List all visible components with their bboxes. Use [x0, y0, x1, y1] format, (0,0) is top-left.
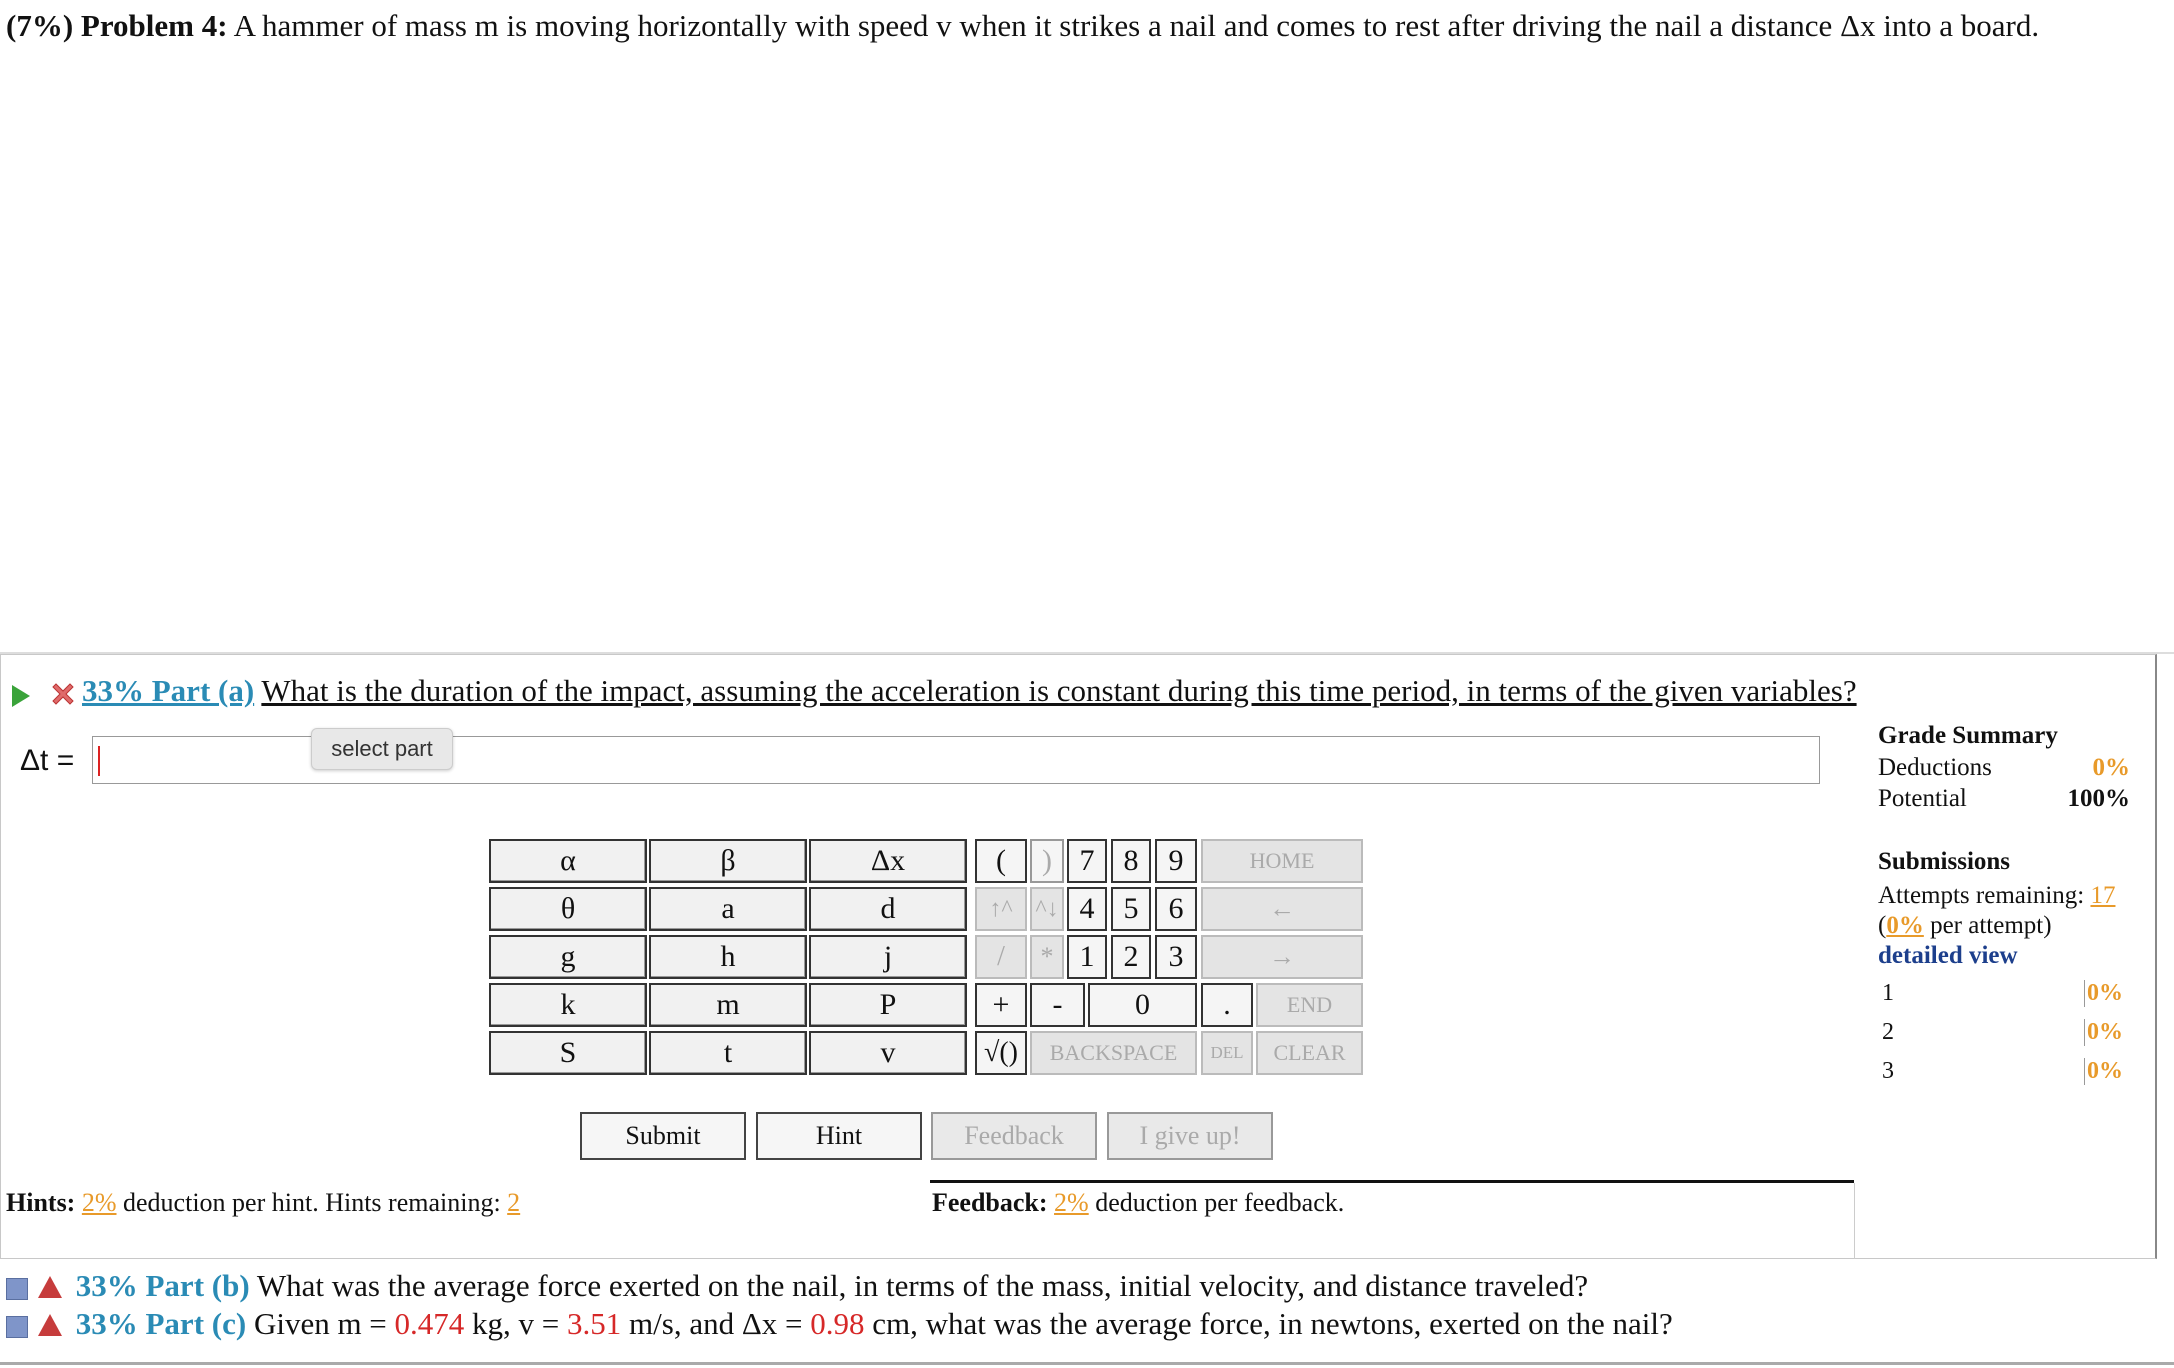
hints-label: Hints: — [6, 1188, 76, 1217]
attempt-number: 1 — [1882, 980, 1894, 1006]
key-variable[interactable]: β — [649, 839, 807, 883]
part-a-header[interactable] — [82, 673, 1857, 709]
key-0[interactable]: 0 — [1088, 983, 1197, 1027]
select-part-tooltip: select part — [311, 728, 453, 770]
per-attempt-text: per attempt) — [1930, 912, 2052, 939]
divider — [0, 1362, 2174, 1365]
part-b-percent[interactable]: 33% Part (b) — [75, 1268, 250, 1303]
key-variable[interactable]: a — [649, 887, 807, 931]
expand-icon[interactable] — [6, 1316, 28, 1338]
warning-icon — [38, 1314, 62, 1336]
text-caret — [98, 746, 100, 776]
part-c-percent[interactable]: 33% Part (c) — [75, 1306, 247, 1341]
problem-weight: (7%) — [6, 8, 74, 43]
per-attempt-row — [1878, 911, 2115, 941]
key-sqrt[interactable]: √() — [975, 1031, 1027, 1075]
feedback-deduction: 2% — [1054, 1188, 1089, 1217]
key-variable[interactable]: m — [649, 983, 807, 1027]
feedback-divider — [930, 1180, 1854, 1183]
submissions-title: Submissions — [1878, 848, 2011, 875]
key-variable[interactable]: v — [809, 1031, 967, 1075]
grade-summary-title: Grade Summary — [1878, 722, 2058, 749]
key-6[interactable]: 6 — [1155, 887, 1197, 931]
key-del[interactable]: DEL — [1201, 1031, 1253, 1075]
warning-icon — [38, 1276, 62, 1298]
key-4[interactable]: 4 — [1067, 887, 1107, 931]
key-minus[interactable]: - — [1030, 983, 1085, 1027]
distance-value: 0.98 — [810, 1306, 865, 1341]
key-home[interactable]: HOME — [1201, 839, 1363, 883]
answer-label: Δt = — [20, 744, 75, 777]
problem-statement — [6, 8, 2039, 44]
key-variable[interactable]: Δx — [809, 839, 967, 883]
key-9[interactable]: 9 — [1155, 839, 1197, 883]
attempts-label: Attempts remaining: — [1878, 882, 2085, 909]
potential-label: Potential — [1878, 785, 1967, 812]
feedback-info — [932, 1188, 1344, 1218]
key-variable[interactable]: d — [809, 887, 967, 931]
key-close-paren[interactable]: ) — [1030, 839, 1064, 883]
key-down-arrow[interactable]: ^↓ — [1030, 887, 1064, 931]
key-clear[interactable]: CLEAR — [1256, 1031, 1363, 1075]
key-variable[interactable]: P — [809, 983, 967, 1027]
key-8[interactable]: 8 — [1111, 839, 1151, 883]
part-a-question: What is the duration of the impact, assuming the acceleration is constant during this time period, in terms of the given variables? — [261, 673, 1857, 708]
hints-info — [6, 1188, 520, 1218]
part-c-text-2: kg, v = — [472, 1306, 560, 1341]
submit-button[interactable]: Submit — [580, 1112, 746, 1160]
part-a-percent[interactable]: 33% Part (a) — [82, 673, 255, 708]
hint-button[interactable]: Hint — [756, 1112, 922, 1160]
hints-text: deduction per hint. Hints remaining: — [123, 1188, 501, 1217]
key-variable[interactable]: k — [489, 983, 647, 1027]
mass-value: 0.474 — [394, 1306, 465, 1341]
key-variable[interactable]: S — [489, 1031, 647, 1075]
part-c-text-3: m/s, and Δx = — [629, 1306, 803, 1341]
key-variable[interactable]: g — [489, 935, 647, 979]
attempts-value: 17 — [2090, 882, 2116, 909]
velocity-value: 3.51 — [567, 1306, 622, 1341]
submissions-info — [1878, 881, 2115, 971]
key-plus[interactable]: + — [975, 983, 1027, 1027]
key-divide[interactable]: / — [975, 935, 1027, 979]
key-left-arrow[interactable]: ← — [1201, 887, 1363, 931]
deductions-row — [1878, 752, 2130, 783]
key-decimal[interactable]: . — [1201, 983, 1253, 1027]
feedback-text: deduction per feedback. — [1095, 1188, 1345, 1217]
part-b-question: What was the average force exerted on the nail, in terms of the mass, initial velocity, and distance traveled? — [256, 1268, 1589, 1303]
problem-text: A hammer of mass m is moving horizontally with speed v when it strikes a nail and comes to rest after driving the nail a distance Δx into a board. — [233, 8, 2040, 43]
feedback-label: Feedback: — [932, 1188, 1048, 1217]
attempt-percent: 0% — [2084, 980, 2123, 1007]
hints-remaining: 2 — [507, 1188, 521, 1217]
key-1[interactable]: 1 — [1067, 935, 1107, 979]
per-attempt-value: 0% — [1886, 912, 1924, 939]
give-up-button[interactable]: I give up! — [1107, 1112, 1273, 1160]
key-end[interactable]: END — [1256, 983, 1363, 1027]
key-right-arrow[interactable]: → — [1201, 935, 1363, 979]
key-7[interactable]: 7 — [1067, 839, 1107, 883]
part-c-row[interactable] — [6, 1306, 1673, 1342]
key-multiply[interactable]: * — [1030, 935, 1064, 979]
attempts-remaining-row — [1878, 881, 2115, 911]
part-c-text-1: Given m = — [253, 1306, 387, 1341]
deductions-value: 0% — [2092, 754, 2130, 781]
potential-row — [1878, 783, 2130, 814]
key-open-paren[interactable]: ( — [975, 839, 1027, 883]
attempt-number: 3 — [1882, 1058, 1894, 1084]
feedback-button[interactable]: Feedback — [931, 1112, 1097, 1160]
key-variable[interactable]: h — [649, 935, 807, 979]
key-5[interactable]: 5 — [1111, 887, 1151, 931]
hint-deduction: 2% — [81, 1188, 117, 1217]
key-up-arrow[interactable]: ↑^ — [975, 887, 1027, 931]
play-icon[interactable] — [12, 685, 30, 707]
potential-value: 100% — [2067, 785, 2130, 812]
attempt-percent: 0% — [2084, 1058, 2123, 1085]
grade-summary — [1878, 720, 2130, 814]
problem-title: Problem 4: — [80, 8, 228, 43]
key-3[interactable]: 3 — [1155, 935, 1197, 979]
deductions-label: Deductions — [1878, 754, 1992, 781]
part-b-row[interactable] — [6, 1268, 1588, 1304]
per-attempt-open: ( — [1878, 912, 1887, 939]
key-variable[interactable]: θ — [489, 887, 647, 931]
attempt-number: 2 — [1882, 1019, 1894, 1045]
key-backspace[interactable]: BACKSPACE — [1030, 1031, 1197, 1075]
key-variable[interactable]: j — [809, 935, 967, 979]
incorrect-x-icon — [49, 680, 77, 708]
expand-icon[interactable] — [6, 1278, 28, 1300]
part-c-text-4: cm, what was the average force, in newtons, exerted on the nail? — [872, 1306, 1673, 1341]
key-variable[interactable]: α — [489, 839, 647, 883]
key-variable[interactable]: t — [649, 1031, 807, 1075]
attempt-percent: 0% — [2084, 1019, 2123, 1046]
detailed-view-link[interactable]: detailed view — [1878, 942, 2018, 969]
key-2[interactable]: 2 — [1111, 935, 1151, 979]
